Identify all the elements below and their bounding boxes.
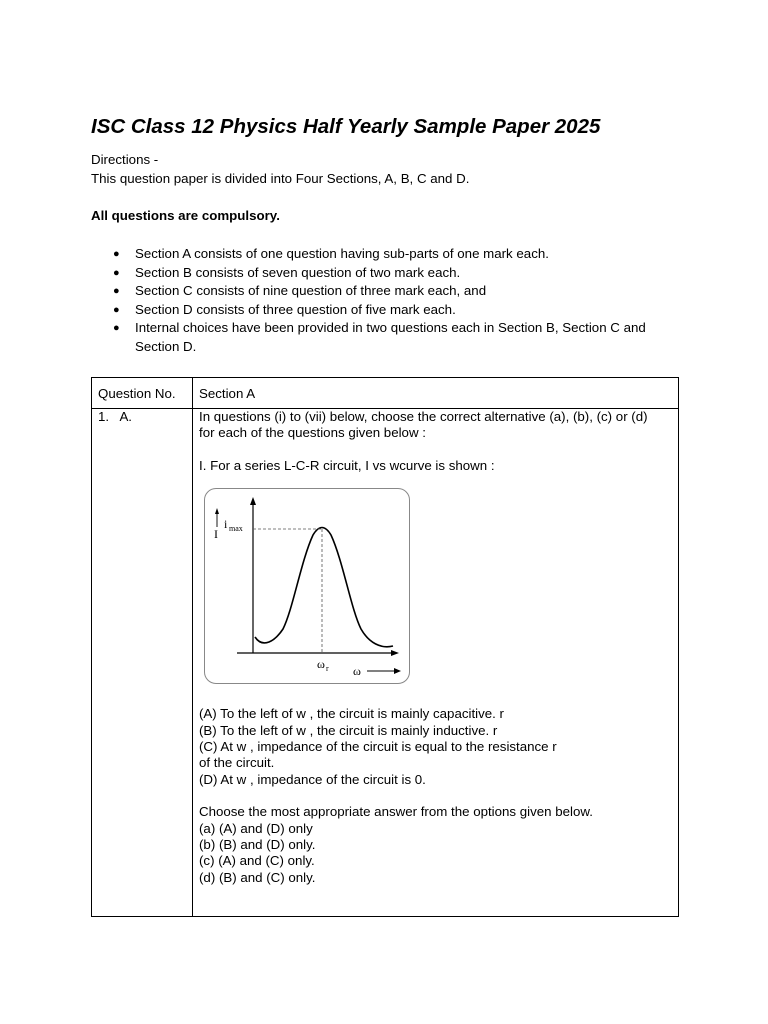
- question-number-text: 1. A.: [98, 409, 133, 424]
- imax-label: i: [224, 517, 228, 532]
- list-item-text: Section B consists of seven question of two mark each.: [135, 264, 461, 280]
- current-label: I: [214, 527, 218, 542]
- list-item-text: Section D.: [135, 338, 197, 354]
- statement-line: (A) To the left of w , the circuit is mainly capacitive. r: [199, 706, 504, 722]
- y-axis-arrowhead: [250, 497, 256, 505]
- bullet-icon: ●: [113, 266, 120, 279]
- list-item-text: Section A consists of one question having sub-parts of one mark each.: [135, 246, 549, 261]
- current-arrowhead: [215, 508, 219, 514]
- page-title: ISC Class 12 Physics Half Yearly Sample Paper 2025: [91, 115, 601, 138]
- list-item: [91, 245, 681, 264]
- directions-label: Directions -: [91, 152, 159, 167]
- list-item-text: Section D consists of three question of five mark each.: [135, 301, 456, 317]
- list-item-text: Internal choices have been provided in two questions each in Section B, Section C and: [135, 320, 646, 336]
- header-question-no: Question No.: [92, 378, 193, 409]
- list-item: [91, 319, 681, 338]
- question-content: [193, 409, 679, 917]
- list-item-continuation: [91, 338, 681, 357]
- list-item: [91, 301, 681, 320]
- lcr-resonance-graph: [204, 488, 410, 684]
- question-number: [92, 409, 193, 917]
- answer-prompt: Choose the most appropriate answer from the options given below.: [199, 804, 593, 820]
- intro-line: for each of the questions given below :: [199, 425, 426, 441]
- option-c: (c) (A) and (C) only.: [199, 853, 315, 869]
- bullet-icon: ●: [113, 285, 120, 298]
- bullet-icon: ●: [113, 322, 120, 335]
- statement-line: (C) At w , impedance of the circuit is equal to the resistance r: [199, 739, 557, 755]
- bullet-icon: ●: [113, 303, 120, 316]
- omega-r-label: ω: [317, 657, 325, 672]
- directions-text: This question paper is divided into Four Sections, A, B, C and D.: [91, 171, 470, 186]
- x-axis-arrowhead: [391, 650, 399, 656]
- statement-line: (D) At w , impedance of the circuit is 0.: [199, 771, 426, 787]
- compulsory-note: All questions are compulsory.: [91, 208, 280, 223]
- list-item: [91, 282, 681, 301]
- table-row: [92, 409, 679, 917]
- list-item-text: Section C consists of nine question of three mark each, and: [135, 283, 487, 299]
- bullet-icon: ●: [113, 248, 120, 260]
- table-header-row: [92, 378, 679, 409]
- list-item: [91, 264, 681, 283]
- option-d: (d) (B) and (C) only.: [199, 869, 316, 885]
- question-table: [91, 377, 679, 917]
- instructions-list: [91, 245, 681, 357]
- omega-label: ω: [353, 664, 361, 679]
- statement-line: of the circuit.: [199, 755, 275, 771]
- option-a: (a) (A) and (D) only: [199, 820, 313, 836]
- resonance-curve: [255, 528, 393, 647]
- statement-line: (B) To the left of w , the circuit is mainly inductive. r: [199, 722, 498, 738]
- omega-r-subscript: r: [326, 664, 329, 674]
- imax-subscript: max: [229, 524, 243, 534]
- option-b: (b) (B) and (D) only.: [199, 837, 316, 853]
- header-section: Section A: [193, 378, 679, 409]
- omega-arrowhead: [394, 668, 401, 674]
- intro-line: In questions (i) to (vii) below, choose the correct alternative (a), (b), (c) or (d): [199, 409, 648, 424]
- question-i: I. For a series L-C-R circuit, I vs wcurve is shown :: [199, 457, 495, 473]
- graph-svg: [205, 489, 409, 683]
